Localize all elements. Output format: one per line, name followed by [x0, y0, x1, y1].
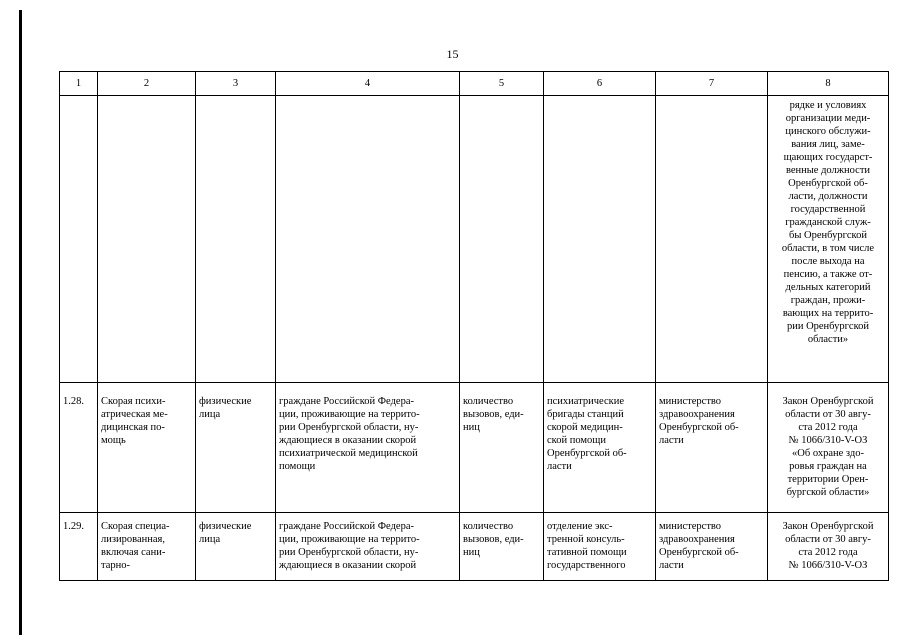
recipients-cell — [276, 96, 460, 383]
page-binding-edge — [19, 10, 22, 635]
legal-basis-cell: Закон Оренбургской области от 30 авгу- ста 2012 года № 1066/310-V-ОЗ — [768, 513, 889, 581]
legal-basis-cell: рядке и условиях организации меди- цинского обслужи- вания лиц, заме- щающих государст- венные должности Оренбургской об- ласти, должности государственной гражданской служ- бы Оренбургской области, в том числе после выхода на пенсию, а также от- дельных категорий граждан, прожи- вающих на террито- рии Оренбургской области» — [768, 96, 889, 383]
provider-cell: отделение экс- тренной консуль- тативной помощи государственного — [544, 513, 656, 581]
authority-cell: министерство здравоохранения Оренбургской об- ласти — [656, 383, 768, 513]
column-header: 8 — [768, 72, 889, 96]
service-name-cell: Скорая специа- лизированная, включая сани- тарно- — [98, 513, 196, 581]
row-number-cell: 1.28. — [60, 383, 98, 513]
provider-cell — [544, 96, 656, 383]
column-header: 6 — [544, 72, 656, 96]
recipients-cell: граждане Российской Федера- ции, проживающие на террито- рии Оренбургской области, ну- ждающиеся в оказании скорой — [276, 513, 460, 581]
provider-cell: психиатрические бригады станций скорой медицин- ской помощи Оренбургской об- ласти — [544, 383, 656, 513]
table-row — [60, 96, 889, 383]
volume-indicator-cell — [460, 96, 544, 383]
page-number: 15 — [446, 47, 459, 61]
authority-cell — [656, 96, 768, 383]
table-row — [60, 383, 889, 513]
consumer-category-cell: физические лица — [196, 383, 276, 513]
column-header: 1 — [60, 72, 98, 96]
consumer-category-cell: физические лица — [196, 513, 276, 581]
column-header: 7 — [656, 72, 768, 96]
column-header: 3 — [196, 72, 276, 96]
legal-basis-cell: Закон Оренбургской области от 30 авгу- ста 2012 года № 1066/310-V-ОЗ «Об охране здо- ровья граждан на территории Орен- бургской области» — [768, 383, 889, 513]
row-number-cell — [60, 96, 98, 383]
volume-indicator-cell: количество вызовов, еди- ниц — [460, 383, 544, 513]
service-name-cell: Скорая психи- атрическая ме- дицинская по- мощь — [98, 383, 196, 513]
service-name-cell — [98, 96, 196, 383]
column-header: 4 — [276, 72, 460, 96]
table-header-row — [60, 72, 889, 96]
recipients-cell: граждане Российской Федера- ции, проживающие на террито- рии Оренбургской области, ну- ждающиеся в оказании скорой психиатрической медицинской помощи — [276, 383, 460, 513]
services-table — [59, 71, 889, 581]
column-header: 5 — [460, 72, 544, 96]
consumer-category-cell — [196, 96, 276, 383]
column-header: 2 — [98, 72, 196, 96]
volume-indicator-cell: количество вызовов, еди- ниц — [460, 513, 544, 581]
authority-cell: министерство здравоохранения Оренбургской об- ласти — [656, 513, 768, 581]
row-number-cell: 1.29. — [60, 513, 98, 581]
table-row — [60, 513, 889, 581]
